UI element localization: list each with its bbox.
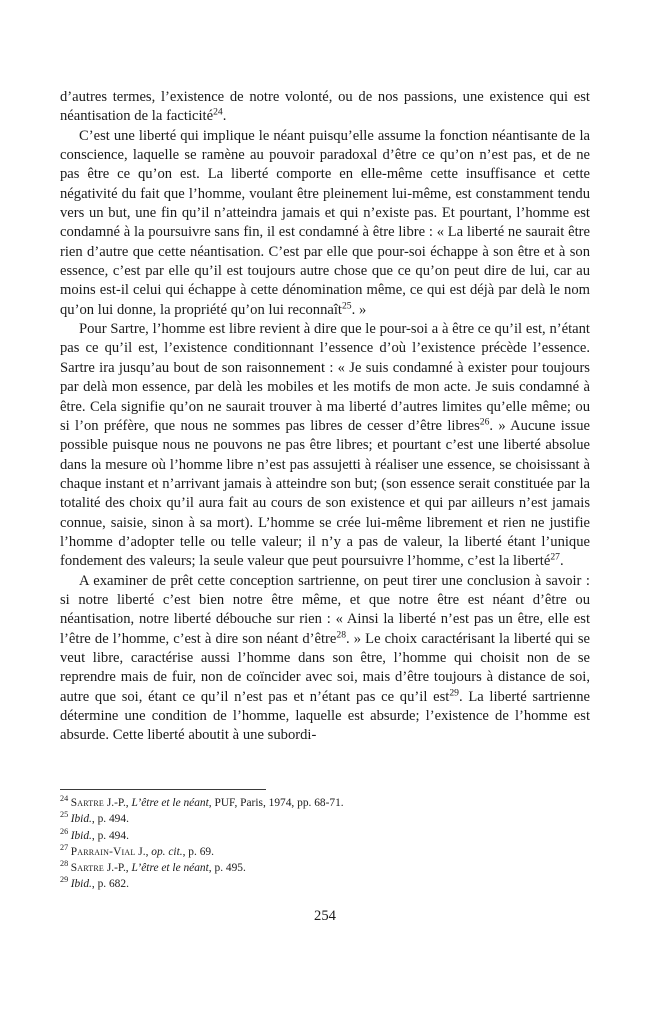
footnote-number: 26 [60,826,69,836]
footnotes-section [60,789,590,893]
italic-title: op. cit. [151,845,183,858]
italic-title: Ibid. [70,813,92,826]
author-name: Parrain-Vial [70,845,136,858]
footnote-24: $^{24}$ Sartre J.-P., L’être et le néant, PUF, Paris, 1974, pp. 68-71. [60,793,344,809]
para-1: d’autres termes, l’existence de notre volonté, ou de nos passions, une existence qui est néantisation de la facticité$^{24}$. [60,89,590,125]
footnote-number: 25 [60,810,69,820]
footnote-number: 28 [60,859,69,869]
footnote-reference-26: 26 [479,416,490,428]
italic-title: Ibid. [70,829,92,842]
footnote-reference-27: 27 [550,551,560,563]
page-number: 254 [314,908,336,924]
italic-title: L’être et le néant [131,862,209,875]
footnote-25: $^{25}$ Ibid., p. 494. [60,810,129,826]
para-4: A examiner de prêt cette conception sartrienne, on peut tirer une conclusion à savoir : si notre liberté c’est bien notre être même, et que notre être est néant d’être ou néantisation, notre liberté débouche sur rien : « Ainsi la liberté n’est pas un être, elle est l’être de l’homme, c’est à dire son néant d’être$^{28}$. » Le choix caractérisant la liberté qui se veut libre, caractérise aussi l’homme dans son être, l’homme qui choisit non de se reprendre mais de fuir, non de coïncider avec soi, mais d’être toujours à distance de soi, autre que soi, étant ce qu’il n’est pas et n’étant pas ce qu’il est$^{29}$. La liberté sartrienne détermine une condition de l’homme, laquelle est absurde; l’existence de l’homme est absurde. Cette liberté aboutit à une subordi- [60,572,590,744]
footnote-number: 27 [60,842,69,852]
footnote-reference-29: 29 [449,687,459,699]
author-name: Sartre [70,862,104,875]
author-name: Sartre [70,797,104,809]
footnote-26: $^{26}$ Ibid., p. 494. [60,826,129,842]
italic-title: Ibid. [70,878,92,891]
footnote-separator-rule [60,789,266,790]
footnote-reference-25: 25 [341,300,352,312]
body-text-block [60,88,590,746]
footnote-number: 24 [60,793,69,803]
footnote-27: $^{27}$ Parrain-Vial J., op. cit., p. 69. [60,842,214,858]
footnote-reference-28: 28 [336,629,347,641]
footnote-29: $^{29}$ Ibid., p. 682. [60,875,129,891]
footnote-list [60,795,590,893]
para-3: Pour Sartre, l’homme est libre revient à dire que le pour-soi a à être ce qu’il est, n’étant pas ce qu’il est, l’existence conditionnant l’essence d’où l’existence précède l’essence. Sartre ira jusqu’au bout de son raisonnement : « Je suis condamné à exister pour toujours par delà mon essence, par delà les mobiles et les motifs de mon acte. Je suis condamné à être. Cela signifie qu’on ne saurait trouver à ma liberté d’autres limites qu’elle même; ou si l’on préfère, que nous ne sommes pas libres de cesser d’être libres$^{26}$. » Aucune issue possible puisque nous ne pouvons ne pas être libres; et pourtant c’est une liberté absolue dans la mesure où l’homme libre n’est pas assujetti à réaliser une essence, se choisissant à chaque instant et n’arrivant jamais à atteindre son but; (son essence serait constituée par la totalité des choix qu’il aura fait au cours de son existence et qui par ailleurs n’est jamais connue, saisie, sinon à sa mort). L’homme se crée lui-même librement et rien ne justifie l’homme d’adopter telle ou telle valeur; il n’y a pas de valeur, la liberté étant l’unique fondement des valeurs; la seule valeur que peut poursuivre l’homme, c’est la liberté$^{27}$. [60,321,590,570]
footnote-reference-24: 24 [213,106,223,118]
footnote-28: $^{28}$ Sartre J.-P., L’être et le néant, p. 495. [60,859,246,875]
italic-title: L’être et le néant [131,797,209,809]
footnote-number: 29 [60,875,69,885]
para-2: C’est une liberté qui implique le néant puisqu’elle assume la fonction néantisante de la conscience, laquelle se ramène au pouvoir paradoxal d’être ce qu’on n’est pas, et de ne pas être ce qu’on est. La liberté comporte en elle-même cette insuffisance et cette négativité du fait que l’homme, voulant être pleinement lui-même, est constamment tendu vers un but, une fin qu’il n’atteindra jamais et qui n’existe pas. Et pourtant, l’homme est condamné à la poursuivre sans fin, il est condamné à être libre : « La liberté ne saurait être rien d’autre que cette néantisation. C’est par elle que pour-soi échappe à son être et à son essence, c’est par elle qu’il est toujours autre chose que ce qu’on peut dire de lui, car au moins est-il celui qui échappe à cette dénomination même, ce qui est déjà par delà le nom qu’on lui donne, la propriété qu’on lui reconnaît$^{25}$. » [60,127,590,318]
